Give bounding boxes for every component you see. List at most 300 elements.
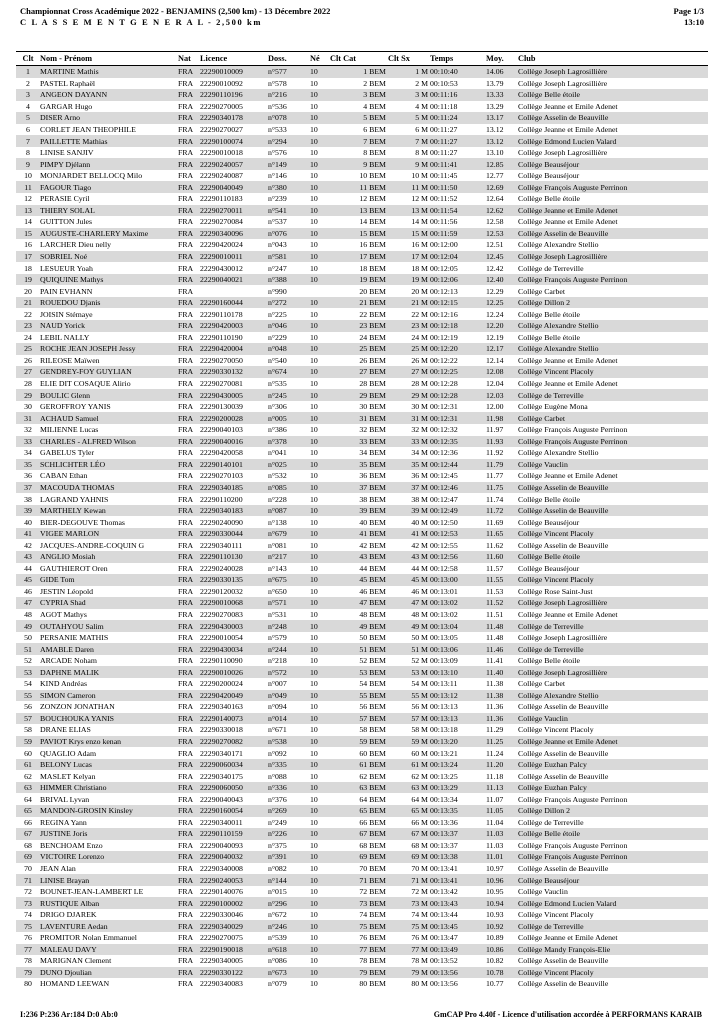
cell-moy: 10.94 [486,897,518,909]
table-row [16,793,708,805]
cell-moy: 13.17 [486,112,518,124]
cell-licence: 22290140101 [200,459,268,471]
cell-temps: 00:11:54 [430,205,486,217]
table-row [16,978,708,990]
cell-ne: 10 [310,89,330,101]
cell-temps: 00:11:56 [430,217,458,227]
cell-temps: 00:12:13 [430,286,458,296]
cell-moy: 11.18 [486,771,504,781]
cell-moy: 11.57 [486,563,504,573]
cell-clt: 23 [16,320,40,332]
cell-club: Collège Jeanne et Emile Adenet [518,933,618,943]
cell-clt-cat: 28 BEM [359,379,386,389]
cell-moy: 11.75 [486,482,518,494]
cell-doss: n°085 [268,482,310,494]
cell-name: MARTHELY Kewan [40,505,178,517]
cell-clt-sx: 47 M [388,597,430,609]
cell-clt: 7 [16,135,40,147]
cell-clt-sx: 75 M [388,920,430,932]
cell-ne: 10 [310,389,330,401]
table-row [16,308,708,320]
cell-clt: 76 [24,933,32,943]
cell-clt: 40 [24,517,32,527]
cell-doss: n°581 [268,251,310,263]
cell-ne: 10 [310,933,318,943]
cell-doss: n°086 [268,956,287,966]
cell-clt: 36 [24,471,32,481]
cell-ne: 10 [310,482,330,494]
cell-clt-cat: 25 BEM [330,343,388,355]
cell-moy: 13.10 [486,148,504,158]
cell-moy: 11.20 [486,759,518,771]
cell-ne: 10 [310,805,330,817]
cell-licence: 22290270050 [200,355,243,365]
cell-moy: 10.93 [486,910,504,920]
cell-name: JUSTINE Joris [40,828,178,840]
cell-licence: 22290110178 [200,309,243,319]
cell-moy: 12.00 [486,402,504,412]
cell-clt: 74 [24,910,32,920]
cell-doss: n°014 [268,713,310,725]
col-clt: Clt [16,52,40,66]
cell-name: MACOUDA THOMAS [40,482,178,494]
table-row [16,181,708,193]
cell-licence: 22290120032 [200,586,243,596]
cell-doss: n°541 [268,205,310,217]
cell-nat: FRA [178,874,200,886]
cell-nat: FRA [178,240,194,250]
cell-club: Collège François Auguste Perrinon [518,274,708,286]
cell-ne: 10 [310,171,318,181]
cell-clt-cat: 44 BEM [359,563,386,573]
cell-licence: 22290340185 [200,482,268,494]
cell-name: PROMITOR Nolan Emmanuel [40,933,137,943]
table-row [16,643,708,655]
cell-name: JOISIN Stémaye [40,309,93,319]
document-title: Championnat Cross Académique 2022 - BENJAMINS (2,500 km) - 13 Décembre 2022 [20,6,331,16]
cell-nat: FRA [178,666,200,678]
cell-moy: 13.12 [486,125,504,134]
cell-nat: FRA [178,574,200,586]
table-row [16,713,708,725]
cell-licence: 22290010068 [200,597,268,609]
cell-clt: 77 [16,944,40,956]
cell-clt: 45 [16,574,40,586]
cell-club: Collège Dillon 2 [518,297,708,309]
cell-nat: FRA [178,459,200,471]
cell-nat: FRA [178,78,194,88]
print-time: 13:10 [684,17,704,27]
cell-licence: 22290110183 [200,194,243,204]
cell-clt: 34 [24,448,32,458]
table-row [16,320,708,332]
cell-licence: 22290140073 [200,713,268,725]
cell-temps: 00:12:55 [430,540,458,550]
cell-name: GENDREY-FOY GUYLIAN [40,366,178,378]
cell-clt-sx: 40 M [411,517,428,527]
cell-name: MILIENNE Lucas [40,425,99,435]
cell-club: Collège Alexandre Stellio [518,320,708,332]
cell-moy: 12.29 [486,286,504,296]
cell-clt: 47 [16,597,40,609]
cell-club: Collège Joseph Lagrosillière [518,66,708,78]
cell-temps: 00:13:56 [430,979,458,989]
cell-club: Collège Belle étoile [518,494,580,504]
cell-licence: 22290010026 [200,666,268,678]
cell-clt-cat: 71 BEM [330,874,388,886]
cell-temps: 00:12:18 [430,320,486,332]
cell-name: LINISE SANJIV [40,148,94,158]
cell-licence: 22290340171 [200,748,243,758]
cell-clt-sx: 30 M [411,402,428,412]
cell-nat: FRA [178,148,194,158]
cell-doss: n°535 [268,379,287,389]
cell-club: Collège Beauséjour [518,874,708,886]
cell-nat: FRA [178,897,200,909]
cell-nat: FRA [178,517,194,527]
cell-ne: 10 [310,436,330,448]
cell-moy: 10.82 [486,956,504,966]
cell-ne: 10 [310,897,330,909]
cell-clt-cat: 31 BEM [330,412,388,424]
cell-temps: 00:12:05 [430,263,458,273]
cell-club: Collège Jeanne et Emile Adenet [518,736,708,748]
cell-name: AMABLE Daren [40,643,178,655]
cell-clt: 4 [26,101,30,111]
cell-nat: FRA [178,597,200,609]
cell-nat: FRA [178,135,200,147]
cell-ne: 10 [310,736,330,748]
cell-clt-cat: 16 BEM [359,240,386,250]
cell-doss: n°378 [268,436,310,448]
cell-club: Collège Jeanne et Emile Adenet [518,101,618,111]
cell-name: ANGLIO Mosiah [40,551,178,563]
table-row [16,66,708,78]
cell-nat: FRA [178,920,200,932]
cell-moy: 11.65 [486,528,518,540]
cell-name: MARIGNAN Clement [40,956,112,966]
cell-clt-cat: 30 BEM [359,402,386,412]
cell-licence: 22290430005 [200,389,268,401]
cell-club: Collège Belle étoile [518,194,580,204]
cell-licence: 22290040043 [200,794,243,804]
cell-clt-sx: 20 M [411,286,428,296]
cell-clt-sx: 49 M [388,620,430,632]
table-row [16,101,708,113]
cell-clt-sx: 31 M [388,412,430,424]
cell-nat: FRA [178,366,200,378]
cell-clt-sx: 15 M [388,228,430,240]
cell-doss: n°245 [268,389,310,401]
cell-clt-cat: 32 BEM [359,425,386,435]
cell-licence: 22290420004 [200,343,268,355]
cell-licence: 22290140076 [200,887,243,897]
cell-licence: 22290240028 [200,563,243,573]
cell-clt-sx: 10 M [411,171,428,181]
cell-nat: FRA [178,194,194,204]
table-row [16,78,708,90]
cell-licence: 22290340175 [200,771,243,781]
cell-ne: 10 [310,690,330,702]
cell-name: MONJARDET BELLOCQ Milo [40,171,143,181]
cell-name: LEBIL NALLY [40,332,90,342]
cell-name: PIMPY Djélann [40,158,178,170]
col-clt-sx: Clt Sx [388,52,430,66]
cell-clt-cat: 14 BEM [359,217,386,227]
document-subtitle: C L A S S E M E N T G E N E R A L - 2,500 km [20,17,263,27]
cell-name: JEAN Alan [40,864,76,873]
cell-nat: FRA [178,436,200,448]
table-row [16,782,708,794]
cell-ne: 10 [310,297,330,309]
cell-clt-sx: 78 M [411,956,428,966]
cell-club: Collège Vincent Placoly [518,910,594,920]
cell-doss: n°536 [268,101,287,111]
cell-clt-sx: 14 M [411,217,428,227]
cell-nat: FRA [178,251,200,263]
cell-licence: 22290100002 [200,897,268,909]
cell-temps: 00:13:09 [430,656,458,666]
cell-licence: 22290110130 [200,551,268,563]
cell-club: Collège Belle étoile [518,551,708,563]
cell-name: LESUEUR Yoah [40,263,93,273]
cell-temps: 00:13:52 [430,956,458,966]
cell-temps: 00:13:29 [430,782,486,794]
cell-licence: 22290420058 [200,448,243,458]
cell-moy: 12.04 [486,379,504,389]
cell-doss: n°577 [268,66,310,78]
cell-doss: n°539 [268,933,287,943]
cell-temps: 00:12:46 [430,482,486,494]
cell-licence: 22290240087 [200,171,243,181]
cell-moy: 10.78 [486,967,518,979]
cell-clt-cat: 23 BEM [330,320,388,332]
cell-temps: 00:10:53 [430,78,458,88]
cell-temps: 00:13:02 [430,609,458,619]
cell-temps: 00:11:27 [430,125,458,134]
cell-licence: 22290040103 [200,425,243,435]
cell-moy: 11.51 [486,609,504,619]
table-row [16,158,708,170]
table-row [16,378,708,390]
cell-nat: FRA [178,609,194,619]
cell-nat: FRA [178,274,200,286]
cell-temps: 00:13:20 [430,736,486,748]
cell-nat: FRA [178,505,200,517]
cell-club: Collège Vincent Placoly [518,574,708,586]
table-row [16,297,708,309]
cell-clt-sx: 48 M [411,609,428,619]
cell-licence: 22290270083 [200,609,243,619]
cell-clt-cat: 24 BEM [359,332,386,342]
cell-clt-cat: 47 BEM [330,597,388,609]
table-row [16,216,708,228]
cell-club: Collège Euzhan Palcy [518,782,708,794]
table-row [16,690,708,702]
cell-clt-sx: 35 M [388,459,430,471]
table-row [16,701,708,713]
table-row [16,343,708,355]
cell-nat: FRA [178,379,194,389]
cell-licence: 22290110196 [200,89,268,101]
cell-clt: 33 [16,436,40,448]
cell-clt-cat: 7 BEM [330,135,388,147]
cell-clt: 56 [24,702,32,712]
cell-club: Collège Asselin de Beauville [518,771,609,781]
cell-name: GIDE Tom [40,574,178,586]
table-row [16,124,708,136]
cell-ne: 10 [310,194,318,204]
cell-doss: n°092 [268,748,287,758]
cell-moy: 11.29 [486,725,504,735]
cell-clt: 53 [16,666,40,678]
table-row [16,932,708,944]
cell-moy: 11.53 [486,586,504,596]
cell-clt-cat: 52 BEM [359,656,386,666]
cell-nat: FRA [178,297,200,309]
cell-licence: 22290060050 [200,782,268,794]
cell-clt-sx: 72 M [411,887,428,897]
cell-temps: 00:13:18 [430,725,458,735]
cell-moy: 10.95 [486,887,504,897]
cell-moy: 11.69 [486,517,504,527]
table-row [16,135,708,147]
cell-club: Collège Joseph Lagrosillière [518,148,608,158]
cell-name: SCHLICHTER LÉO [40,459,178,471]
cell-nat: FRA [178,66,200,78]
cell-clt-cat: 34 BEM [359,448,386,458]
cell-temps: 00:13:00 [430,574,486,586]
cell-doss: n°046 [268,320,310,332]
cell-nat: FRA [178,736,200,748]
cell-temps: 00:13:25 [430,771,458,781]
cell-clt-sx: 45 M [388,574,430,586]
cell-clt-cat: 41 BEM [330,528,388,540]
table-row [16,632,708,644]
cell-moy: 12.25 [486,297,518,309]
table-row [16,332,708,344]
cell-moy: 11.79 [486,459,518,471]
table-row [16,805,708,817]
cell-club: Collège Jeanne et Emile Adenet [518,125,618,134]
cell-clt: 63 [16,782,40,794]
cell-licence: 22290420049 [200,690,268,702]
cell-moy: 13.33 [486,89,518,101]
cell-name: VICTOIRE Lorenzo [40,851,178,863]
cell-ne: 10 [310,274,330,286]
cell-temps: 00:12:00 [430,240,458,250]
cell-clt: 17 [16,251,40,263]
cell-name: BOULIC Glenn [40,389,178,401]
cell-licence: 22290160054 [200,805,268,817]
cell-ne: 10 [310,920,330,932]
cell-club: Collège Jeanne et Emile Adenet [518,205,708,217]
cell-temps: 00:11:24 [430,112,486,124]
cell-licence: 22290040032 [200,851,268,863]
cell-moy: 10.96 [486,874,518,886]
cell-clt: 59 [16,736,40,748]
cell-temps: 00:12:19 [430,332,458,342]
cell-ne [310,285,330,297]
cell-moy: 13.29 [486,101,504,111]
cell-clt-sx: 1 M [388,66,430,78]
cell-nat: FRA [178,840,194,850]
table-row [16,389,708,401]
cell-doss: n°296 [268,897,310,909]
cell-club: Collège Beauséjour [518,158,708,170]
cell-clt: 66 [24,817,32,827]
cell-licence: 22290040093 [200,840,243,850]
cell-ne: 10 [310,910,318,920]
cell-doss: n°218 [268,656,287,666]
cell-moy: 12.69 [486,181,518,193]
cell-clt-cat: 76 BEM [359,933,386,943]
cell-ne: 10 [310,748,318,758]
cell-doss: n°087 [268,505,310,517]
cell-name: BELONY Lucas [40,759,178,771]
cell-licence: 22290040049 [200,181,268,193]
cell-clt-sx: 44 M [411,563,428,573]
cell-doss: n°532 [268,471,287,481]
cell-doss: n°094 [268,702,287,712]
cell-club: Collège Belle étoile [518,828,708,840]
cell-nat: FRA [178,967,200,979]
cell-moy: 11.13 [486,782,518,794]
cell-ne: 10 [310,643,330,655]
cell-clt-cat: 58 BEM [359,725,386,735]
cell-nat: FRA [178,528,200,540]
cell-club: Collège François Auguste Perrinon [518,436,708,448]
table-row [16,897,708,909]
cell-clt: 32 [24,425,32,435]
cell-club: Collège de Terreville [518,620,708,632]
cell-clt: 69 [16,851,40,863]
cell-nat: FRA [178,944,200,956]
cell-moy: 11.40 [486,666,518,678]
cell-clt-sx: 26 M [411,355,428,365]
cell-doss: n°990 [268,286,287,296]
cell-club: Collège Asselin de Beauville [518,702,609,712]
cell-clt: 52 [24,656,32,666]
cell-clt-sx: 57 M [388,713,430,725]
cell-ne: 10 [310,494,318,504]
cell-temps: 00:11:50 [430,181,486,193]
cell-nat: FRA [178,309,194,319]
cell-ne: 10 [310,425,318,435]
cell-clt-cat: 45 BEM [330,574,388,586]
cell-name: PERASIE Cyril [40,194,90,204]
cell-ne: 10 [310,217,318,227]
cell-name: FAGOUR Tiago [40,181,178,193]
cell-moy: 14.06 [486,66,518,78]
cell-clt: 72 [24,887,32,897]
cell-name: QUAGLIO Adam [40,748,97,758]
cell-temps: 00:13:11 [430,679,458,689]
cell-moy: 11.93 [486,436,518,448]
cell-moy: 12.45 [486,251,518,263]
cell-doss: n°650 [268,586,287,596]
cell-moy: 11.24 [486,748,504,758]
cell-clt-sx: 79 M [388,967,430,979]
cell-nat: FRA [178,656,194,666]
cell-clt-cat: 3 BEM [330,89,388,101]
cell-temps: 00:13:35 [430,805,486,817]
table-row [16,586,708,598]
cell-clt: 62 [24,771,32,781]
cell-name: RUSTIQUE Alban [40,897,178,909]
table-row [16,262,708,274]
cell-temps: 00:13:02 [430,597,486,609]
